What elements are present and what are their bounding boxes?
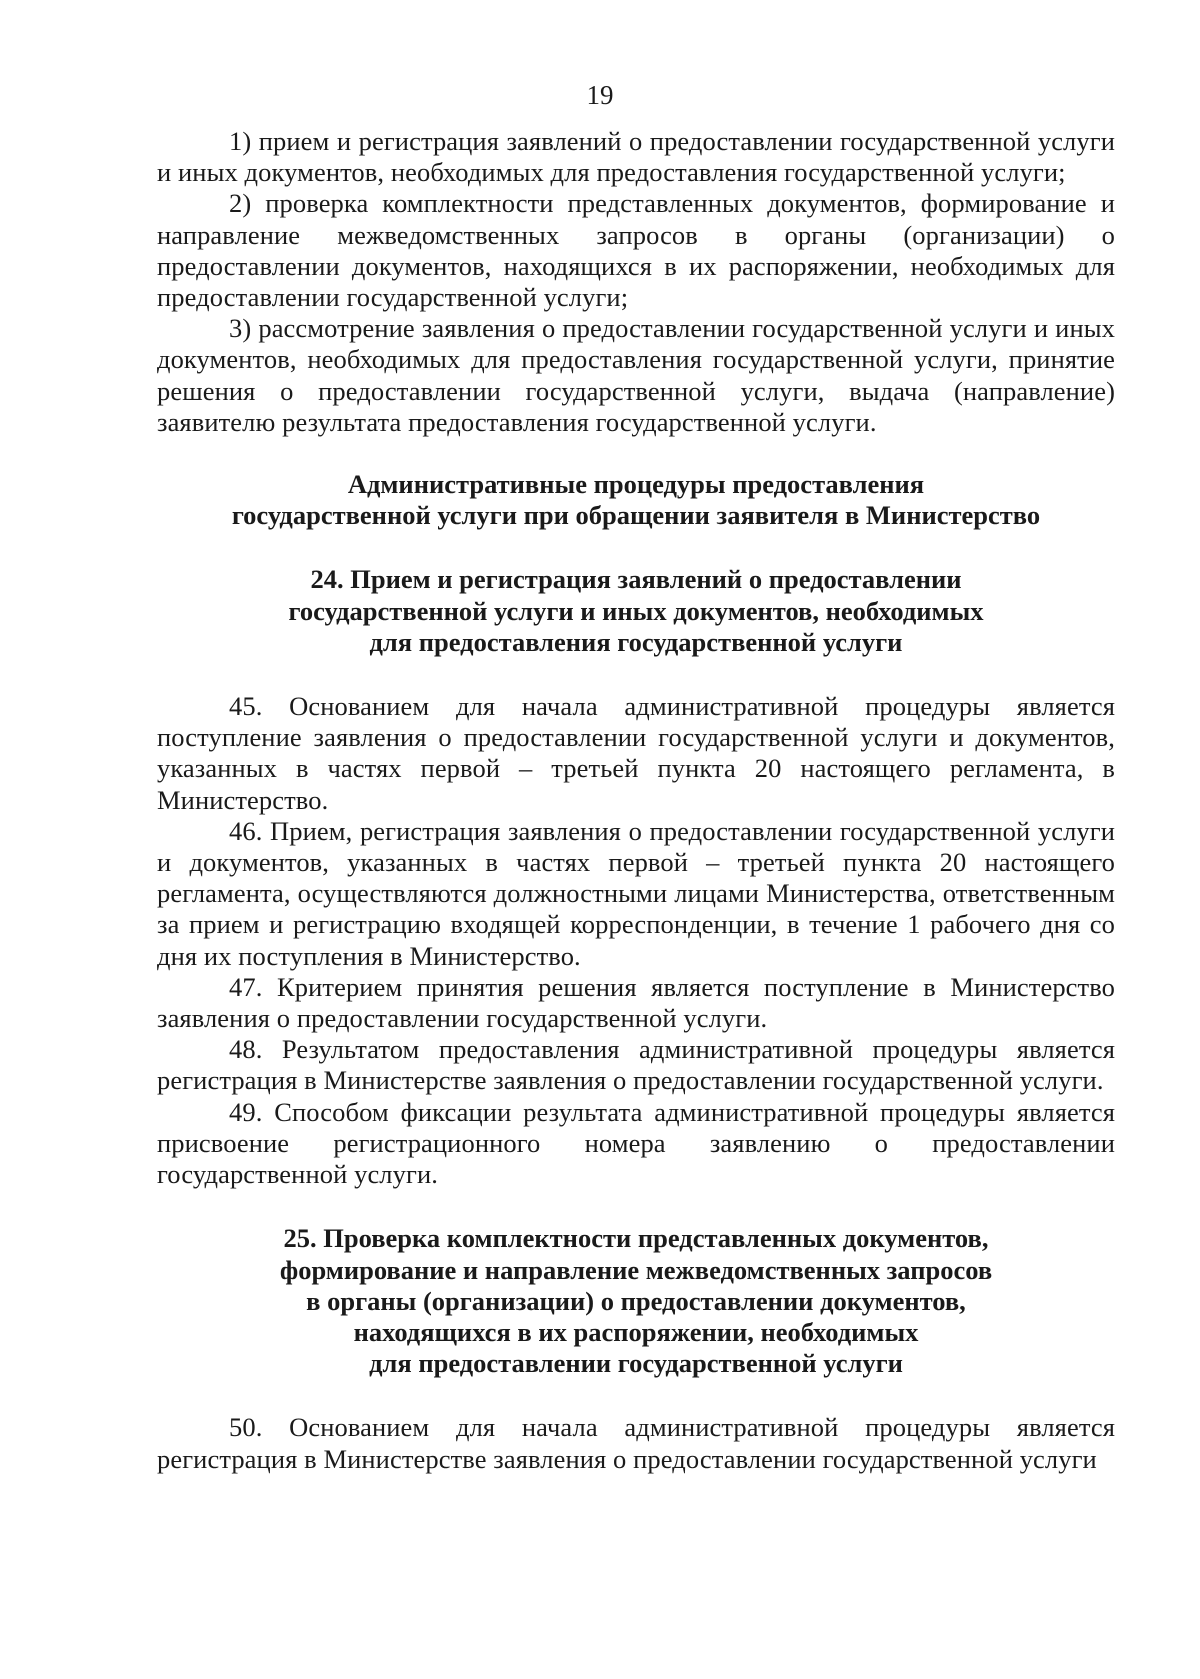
paragraph-47: 47. Критерием принятия решения является поступление в Министерство заявления о предоставлении государственной услуги. bbox=[157, 971, 1115, 1034]
section-heading-line: для предоставления государственной услуги bbox=[369, 626, 903, 657]
paragraph-46: 46. Прием, регистрация заявления о предоставлении государственной услуги и документов, указанных в частях первой – третьей пункта 20 настоящего регламента, осуществляются должностными лицами Министерства, ответственным за прием и регистрацию входящей корреспонденции, в течение 1 рабочего дня со дня их поступления в Министерство. bbox=[157, 815, 1115, 971]
paragraph-50: 50. Основанием для начала административной процедуры является регистрация в Министерстве заявления о предоставлении государственной услуги bbox=[157, 1412, 1115, 1474]
list-item-3: 3) рассмотрение заявления о предоставлении государственной услуги и иных документов, необходимых для предоставления государственной услуги, принятие решения о предоставлении государственной услуги, выдача (направление) заявителю результата предоставления государственной услуги. bbox=[157, 313, 1115, 437]
list-item-1: 1) прием и регистрация заявлений о предоставлении государственной услуги и иных документов, необходимых для предоставления государственной услуги; bbox=[157, 126, 1115, 188]
section-heading-line: для предоставлении государственной услуги bbox=[369, 1348, 903, 1379]
section-24-heading bbox=[157, 564, 1115, 658]
section-heading-line: находящихся в их распоряжении, необходимых bbox=[353, 1316, 919, 1347]
paragraph-49: 49. Способом фиксации результата административной процедуры является присвоение регистрационного номера заявлению о предоставлении государственной услуги. bbox=[157, 1096, 1115, 1190]
paragraph-45: 45. Основанием для начала административной процедуры является поступление заявления о предоставлении государственной услуги и документов, указанных в частях первой – третьей пункта 20 настоящего регламента, в Министерство. bbox=[157, 691, 1115, 815]
section-heading-line: 25. Проверка комплектности представленных документов, bbox=[283, 1223, 989, 1254]
page-number: 19 bbox=[586, 80, 614, 110]
paragraph-48: 48. Результатом предоставления административной процедуры является регистрация в Министерстве заявления о предоставлении государственной услуги. bbox=[157, 1034, 1115, 1096]
section-heading-line: государственной услуги и иных документов, необходимых bbox=[288, 595, 984, 626]
section-25-heading bbox=[157, 1223, 1115, 1379]
main-heading-line: Административные процедуры предоставления bbox=[347, 469, 925, 500]
main-heading-line: государственной услуги при обращении заявителя в Министерство bbox=[231, 500, 1041, 531]
list-item-2: 2) проверка комплектности представленных документов, формирование и направление межведомственных запросов в органы (организации) о предоставлении документов, находящихся в их распоряжении, необходимых для предоставлении государственной услуги; bbox=[157, 188, 1115, 313]
section-heading-line: в органы (организации) о предоставлении документов, bbox=[306, 1285, 966, 1316]
document-body bbox=[157, 126, 1115, 1475]
main-heading bbox=[157, 469, 1115, 531]
section-heading-line: формирование и направление межведомственных запросов bbox=[279, 1254, 993, 1285]
section-heading-line: 24. Прием и регистрация заявлений о предоставлении bbox=[310, 564, 962, 595]
